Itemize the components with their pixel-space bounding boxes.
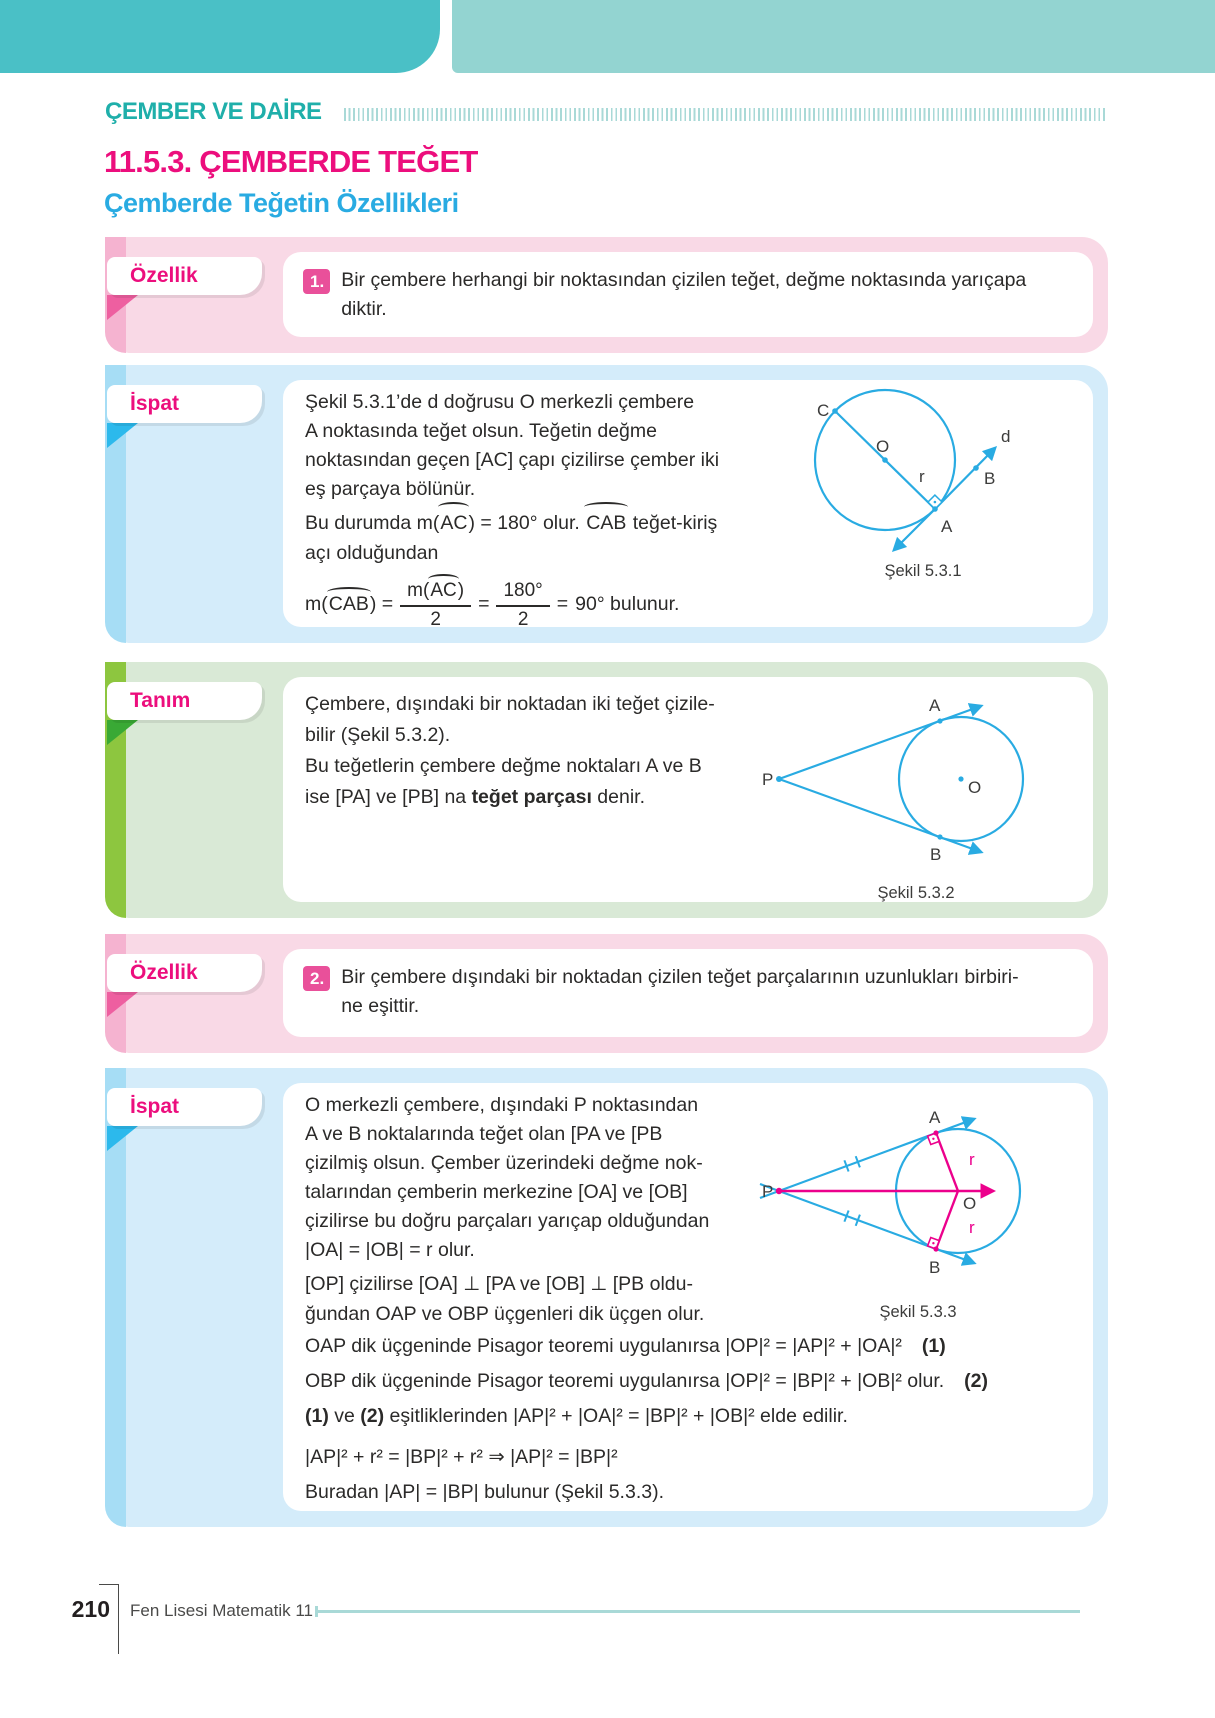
fraction-2: $\frac{180^\circ}{2}$ [496, 578, 549, 632]
proof-tab [107, 1088, 262, 1126]
property-content [283, 252, 1093, 337]
point-a [932, 506, 938, 512]
subsection-title: Çemberde Teğetin Özellikleri [104, 188, 459, 218]
dotted-ruler [344, 108, 1107, 121]
figure-caption: Şekil 5.3.2 [877, 884, 955, 902]
proof-paragraph-2: [OP] çizilirse [OA] ⊥ [PA ve [OB] ⊥ [PB oldu- ğundan OAP ve OBP üçgenleri dik üçgen olur. [305, 1273, 705, 1325]
definition-box [105, 662, 1108, 918]
property-box-2 [105, 934, 1108, 1053]
point-b [933, 1246, 938, 1251]
figure-5-3-2 [751, 691, 1081, 903]
point-b [973, 465, 979, 471]
tangent-chord-formula: m(CAB) = $\frac{m(AC)}{2}$ = $\frac{180^\circ}{2}$ = 90° bulunur. [305, 580, 680, 630]
figure-caption: Şekil 5.3.3 [879, 1303, 957, 1321]
proof-tab [107, 385, 262, 423]
property-number-badge: 1. [303, 269, 330, 294]
definition-label: Tanım [130, 689, 191, 712]
proof-label: İspat [130, 1095, 180, 1118]
fig3-label-r-top: r [969, 1150, 975, 1169]
page-number: 210 [71, 1596, 110, 1622]
tangent-pa [760, 1119, 974, 1198]
term-teget-parcasi: teğet parçası [471, 786, 592, 808]
proof-box-2 [105, 1068, 1108, 1527]
point-b [937, 834, 942, 839]
point-a [937, 718, 942, 723]
proof-text: Şekil 5.3.1’de d doğrusu O merkezli çembere A noktasında teğet olsun. Teğetin değme noktasından geçen [AC] çapı çizilirse çember iki eş parçaya bölünür. Bu durumda m(AC) = 180° olur. CAB teğet-kiriş açı olduğundan m(CAB) = $\frac{m(AC)}{2}$ = $\frac{180^\circ}{2}$ = 90° bulunur. [305, 391, 720, 630]
figure-5-3-1-diagram [773, 382, 1073, 554]
fig3-label-b: B [929, 1258, 941, 1277]
point-o [882, 457, 888, 463]
fig1-label-o: O [876, 437, 890, 456]
tangent-pb [779, 779, 981, 852]
definition-text: Çembere, dışındaki bir noktadan iki teğet çizile- bilir (Şekil 5.3.2). Bu teğetlerin çembere değme noktaları A ve B ise [PA] ve [PB] na teğet parçası denir. [305, 693, 715, 808]
fig3-label-a: A [929, 1108, 941, 1127]
proof-content [283, 1083, 1093, 1511]
arc-ac: AC [430, 580, 457, 601]
footer-rule [315, 1610, 1080, 1613]
fig1-label-b: B [984, 469, 996, 488]
fig2-label-a: A [929, 696, 941, 715]
property-number-badge: 2. [303, 966, 330, 991]
section-title: 11.5.3. ÇEMBERDE TEĞET [104, 144, 478, 179]
proof-label: İspat [130, 392, 180, 415]
fig1-label-d: d [1001, 427, 1011, 446]
right-angle-dot [934, 501, 937, 504]
tangent-pb [760, 1184, 977, 1263]
chapter-title: ÇEMBER VE DAİRE [105, 98, 322, 125]
definition-tab [107, 682, 262, 720]
proof-paragraph-2: Bu durumda m(AC) = 180° olur. CAB teğet-kiriş açı olduğundan [305, 508, 719, 568]
property-tab [107, 257, 262, 295]
figure-caption: Şekil 5.3.1 [884, 562, 962, 580]
point-p [776, 776, 782, 782]
fig2-label-p: P [762, 770, 774, 789]
book-title: Fen Lisesi Matematik 11 [130, 1601, 313, 1620]
header-band-light [452, 0, 1215, 73]
fig3-label-r-bottom: r [969, 1218, 975, 1237]
point-a [933, 1130, 938, 1135]
fig2-label-o: O [968, 778, 982, 797]
right-angle-dot-a [932, 1138, 934, 1140]
fig1-label-a: A [941, 517, 953, 536]
fig1-label-c: C [817, 401, 830, 420]
property-label: Özellik [130, 961, 198, 984]
property-tab [107, 954, 262, 992]
point-o [958, 776, 963, 781]
fig1-label-r: r [919, 467, 925, 486]
definition-content [283, 677, 1093, 902]
arc-cab: CAB [328, 593, 369, 616]
property-label: Özellik [130, 264, 198, 287]
point-p [776, 1188, 782, 1194]
proof-text: O merkezli çembere, dışındaki P noktasından A ve B noktalarında teğet olan [PA ve [PB çizilmiş olsun. Çember üzerindeki değme nok- talarından çemberin merkezine [OA] ve [OB] çizilirse bu doğru parçaları yarıçap olduğundan |OA| = |OB| = r olur. [OP] çizilirse [OA] ⊥ [PA ve [OB] ⊥ [PB oldu- ğundan OAP ve OBP üçgenleri dik üçgen olur. [305, 1091, 709, 1329]
property-text: Bir çembere herhangi bir noktasından çizilen teğet, değme noktasında yarıçapa diktir. [341, 269, 1027, 320]
point-c [832, 408, 838, 414]
footer-rule-cap [315, 1606, 318, 1617]
fig3-label-p: P [762, 1182, 774, 1201]
property-box-1 [105, 237, 1108, 353]
footer-divider [118, 1584, 119, 1654]
arc-cab: CAB [585, 508, 627, 538]
proof-box-1 [105, 365, 1108, 643]
proof-content [283, 380, 1093, 630]
figure-5-3-1 [763, 382, 1083, 581]
figure-5-3-3-diagram [753, 1095, 1083, 1295]
property-content [283, 949, 1093, 1037]
right-angle-dot-b [932, 1242, 934, 1244]
pythagoras-equations: OAP dik üçgeninde Pisagor teoremi uygulanırsa |OP|² = |AP|² + |OA|² (1) OBP dik üçgeninde Pisagor teoremi uygulanırsa |OP|² = |BP|² + |OB|² olur. (2) (1) ve (2) eşitliklerinden |AP|² + |OA|² = |BP|² + |OB|² elde edilir. |AP|² + r² = |BP|² + r² ⇒ |AP|² = |BP|² Buradan |AP| = |BP| bulunur (Şekil 5.3.3). [305, 1335, 989, 1503]
property-text: Bir çembere dışındaki bir noktadan çizilen teğet parçalarının uzunlukları birbiri- ne eşittir. [341, 966, 1019, 1017]
tangent-line-down [894, 509, 935, 550]
header-band-dark [0, 0, 440, 73]
fig2-label-b: B [930, 845, 942, 864]
footer-tick [99, 1584, 119, 1585]
fraction-1: $\frac{m(AC)}{2}$ [400, 578, 471, 632]
arc-ac: AC [439, 508, 468, 538]
figure-5-3-2-diagram [751, 691, 1081, 876]
fig3-label-o: O [963, 1194, 977, 1213]
figure-5-3-3 [753, 1095, 1083, 1322]
tangent-pa [779, 706, 981, 779]
